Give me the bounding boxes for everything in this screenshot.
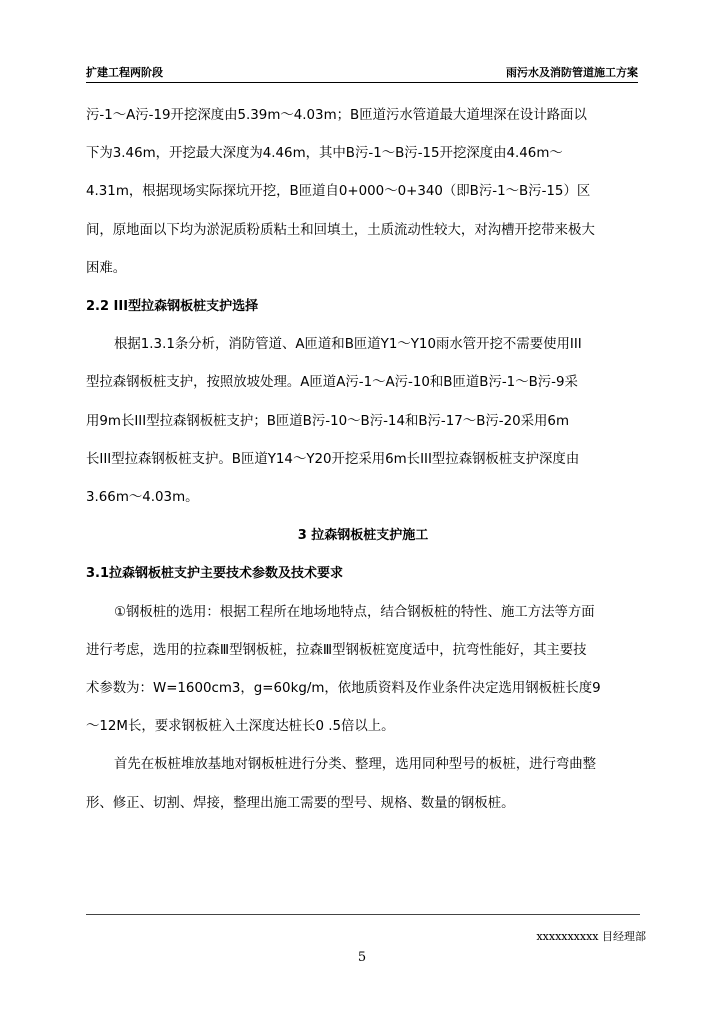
body-line: 下为3.46m，开挖最大深度为4.46m，其中B污-1～B污-15开挖深度由4.46m～ xyxy=(86,146,563,162)
header-doc-title: 雨污水及消防管道施工方案 xyxy=(506,66,638,79)
body-line: 间，原地面以下均为淤泥质粉质粘土和回填土，土质流动性较大，对沟槽开挖带来极大 xyxy=(86,222,595,238)
page-number: 5 xyxy=(357,950,367,965)
body-line: 困难。 xyxy=(86,260,127,276)
body-line: 长III型拉森钢板桩支护。B匝道Y14～Y20开挖采用6m长III型拉森钢板桩支护深度由 xyxy=(86,451,580,467)
body-line: 型拉森钢板桩支护，按照放坡处理。A匝道A污-1～A污-10和B匝道B污-1～B污-9采 xyxy=(86,375,578,391)
body-line: 污-1～A污-19开挖深度由5.39m～4.03m；B匝道污水管道最大道埋深在设计路面以 xyxy=(86,108,587,123)
body-line: 4.31m，根据现场实际探坑开挖，B匝道自0+000～0+340（即B污-1～B污-15）区 xyxy=(86,184,591,200)
body-line: 形、修正、切割、焊接，整理出施工需要的型号、规格、数量的钢板桩。 xyxy=(86,795,515,811)
body-line: ～12M长，要求钢板桩入土深度达桩长0 .5倍以上。 xyxy=(86,719,395,735)
page-header xyxy=(86,62,638,83)
body-line: 术参数为：W=1600cm3，g=60kg/m，依地质资料及作业条件决定选用钢板桩长度9 xyxy=(86,681,601,697)
footer-divider xyxy=(86,914,640,915)
chapter-heading-3: 3 拉森钢板桩支护施工 xyxy=(297,528,429,544)
body-line: ①钢板桩的选用：根据工程所在地场地特点，结合钢板桩的特性、施工方法等方面 xyxy=(114,604,595,620)
page-body xyxy=(86,97,640,823)
body-line: 根据1.3.1条分析，消防管道、A匝道和B匝道Y1～Y10雨水管开挖不需要使用III xyxy=(114,337,582,353)
footer-organization: xxxxxxxxxx 目经理部 xyxy=(536,930,646,943)
body-line: 进行考虑，选用的拉森Ⅲ型钢板桩，拉森Ⅲ型钢板桩宽度适中，抗弯性能好，其主要技 xyxy=(86,642,587,658)
body-line: 用9m长III型拉森钢板桩支护；B匝道B污-10～B污-14和B污-17～B污-20采用6m xyxy=(86,413,569,429)
body-line: 首先在板桩堆放基地对钢板桩进行分类、整理，选用同种型号的板桩，进行弯曲整 xyxy=(114,757,597,773)
section-heading-2-2: 2.2 III型拉森钢板桩支护选择 xyxy=(86,299,259,315)
header-project: 扩建工程两阶段 xyxy=(86,66,163,79)
body-line: 3.66m～4.03m。 xyxy=(86,490,199,506)
section-heading-3-1: 3.1拉森钢板桩支护主要技术参数及技术要求 xyxy=(86,566,344,582)
